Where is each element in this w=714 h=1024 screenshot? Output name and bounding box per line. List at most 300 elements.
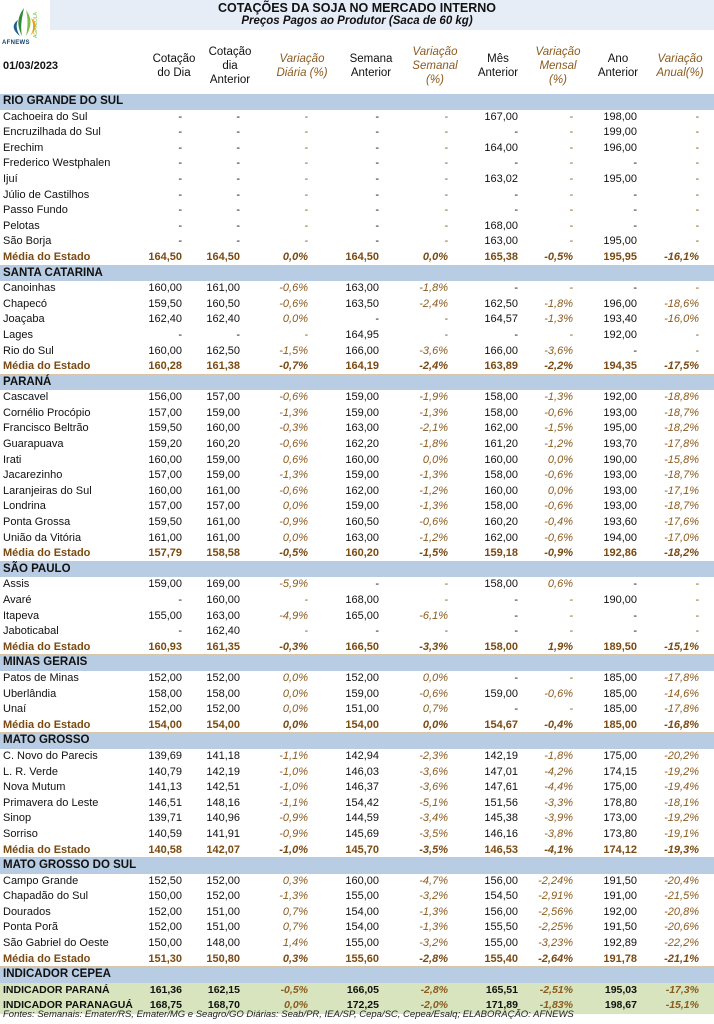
row-label: Uberlândia <box>3 687 57 700</box>
col-header-mes-anterior: Mês Anterior <box>477 53 519 79</box>
row-label: Média do Estado <box>3 640 91 653</box>
row-label: Nova Mutum <box>3 781 66 794</box>
table-row <box>0 811 714 827</box>
row-value: 157,00 <box>148 469 182 482</box>
row-value: -2,2% <box>544 360 573 373</box>
row-value: - <box>178 157 182 170</box>
row-value: 159,00 <box>484 687 518 700</box>
row-value: -3,6% <box>544 344 573 357</box>
row-value: - <box>178 328 182 341</box>
row-value: 157,79 <box>148 547 182 560</box>
row-value: 161,38 <box>206 360 240 373</box>
row-value: -3,6% <box>419 781 448 794</box>
row-value: -2,8% <box>419 952 448 965</box>
row-value: - <box>633 344 637 357</box>
row-value: 160,20 <box>484 516 518 529</box>
row-value: -15,1% <box>664 640 699 653</box>
row-label: Chapadão do Sul <box>3 890 89 903</box>
row-value: 158,58 <box>206 547 240 560</box>
svg-text:AGRICOLA: AGRICOLA <box>33 12 39 38</box>
row-value: 146,37 <box>345 781 379 794</box>
row-value: - <box>304 625 308 638</box>
row-value: -15,1% <box>665 999 699 1012</box>
col-header-variacao-anual: Variação Anual(%) <box>656 53 704 79</box>
row-value: -19,2% <box>664 765 699 778</box>
row-value: 194,35 <box>603 360 637 373</box>
row-value: 160,00 <box>345 453 379 466</box>
row-value: 196,00 <box>603 141 637 154</box>
row-value: 151,56 <box>484 796 518 809</box>
row-value: 198,67 <box>604 999 637 1012</box>
row-value: -1,0% <box>279 781 308 794</box>
row-value: 161,20 <box>484 438 518 451</box>
row-value: 160,28 <box>148 360 182 373</box>
row-value: - <box>695 625 699 638</box>
row-value: -0,6% <box>544 687 573 700</box>
state-section-header <box>0 562 714 578</box>
row-value: 185,00 <box>603 671 637 684</box>
row-value: 160,50 <box>345 516 379 529</box>
row-value: - <box>569 625 573 638</box>
col-header-semana-anterior: Semana Anterior <box>349 53 393 79</box>
row-value: - <box>304 110 308 123</box>
section-label: RIO GRANDE DO SUL <box>3 95 124 107</box>
row-value: 0,3% <box>282 952 308 965</box>
row-value: 150,00 <box>148 890 182 903</box>
row-value: -0,6% <box>279 297 308 310</box>
row-value: -1,83% <box>539 999 573 1012</box>
row-value: - <box>695 344 699 357</box>
table-row <box>0 453 714 469</box>
row-value: -0,5% <box>280 983 308 996</box>
row-value: 162,00 <box>484 531 518 544</box>
row-value: -0,4% <box>544 516 573 529</box>
state-average-row <box>0 843 714 859</box>
row-value: -2,4% <box>419 360 448 373</box>
row-value: 146,16 <box>484 827 518 840</box>
row-value: -2,4% <box>419 297 448 310</box>
row-value: - <box>444 157 448 170</box>
row-value: 169,00 <box>206 578 240 591</box>
table-row <box>0 468 714 484</box>
row-value: 0,0% <box>422 453 448 466</box>
row-value: 160,00 <box>206 422 240 435</box>
row-value: 164,95 <box>345 328 379 341</box>
state-average-row <box>0 250 714 266</box>
row-value: - <box>236 219 240 232</box>
row-value: 168,75 <box>149 999 182 1012</box>
row-value: 195,00 <box>603 235 637 248</box>
row-value: -2,51% <box>539 983 573 996</box>
row-value: - <box>444 328 448 341</box>
row-value: 165,00 <box>345 609 379 622</box>
row-label: Sorriso <box>3 827 38 840</box>
section-label: MATO GROSSO DO SUL <box>3 859 137 872</box>
row-value: 154,67 <box>484 718 518 731</box>
row-value: - <box>633 188 637 201</box>
row-label: Unaí <box>3 703 27 716</box>
row-value: - <box>444 110 448 123</box>
row-value: -1,3% <box>544 313 573 326</box>
row-value: 141,13 <box>148 781 182 794</box>
row-label: Pelotas <box>3 219 40 232</box>
row-value: 0,0% <box>282 703 308 716</box>
section-label: MINAS GERAIS <box>3 656 88 669</box>
row-value: 0,3% <box>282 874 308 887</box>
row-value: 160,00 <box>148 484 182 497</box>
row-value: 185,00 <box>603 718 637 731</box>
row-value: 162,20 <box>345 438 379 451</box>
row-value: -1,2% <box>419 531 448 544</box>
row-value: -14,6% <box>664 687 699 700</box>
table-row <box>0 234 714 250</box>
row-value: -18,2% <box>664 422 699 435</box>
row-value: - <box>178 235 182 248</box>
row-label: C. Novo do Parecis <box>3 749 98 762</box>
row-value: 150,80 <box>206 952 240 965</box>
row-value: - <box>236 157 240 170</box>
row-value: 162,40 <box>206 313 240 326</box>
table-row <box>0 624 714 640</box>
row-label: Média do Estado <box>3 718 91 731</box>
row-value: 160,20 <box>206 438 240 451</box>
state-average-row <box>0 718 714 734</box>
row-value: - <box>569 609 573 622</box>
row-value: 154,00 <box>206 718 240 731</box>
row-value: -3,6% <box>419 344 448 357</box>
row-value: - <box>569 172 573 185</box>
row-value: - <box>178 188 182 201</box>
row-value: -20,2% <box>664 749 699 762</box>
row-value: 193,00 <box>603 406 637 419</box>
row-value: -1,3% <box>419 500 448 513</box>
row-label: Cascavel <box>3 391 49 404</box>
row-value: 173,80 <box>603 827 637 840</box>
state-section-header <box>0 858 714 874</box>
row-value: 142,07 <box>206 843 240 856</box>
row-value: 0,6% <box>282 453 308 466</box>
row-value: 144,59 <box>345 812 379 825</box>
row-value: -21,5% <box>664 890 699 903</box>
row-label: Cornélio Procópio <box>3 406 91 419</box>
row-value: 163,00 <box>345 282 379 295</box>
row-value: 154,00 <box>345 905 379 918</box>
state-section-header <box>0 655 714 671</box>
row-value: - <box>514 282 518 295</box>
row-value: -1,1% <box>279 749 308 762</box>
row-value: -0,3% <box>279 640 308 653</box>
row-value: -2,91% <box>538 890 573 903</box>
row-value: 152,00 <box>206 703 240 716</box>
row-label: Londrina <box>3 500 46 513</box>
row-value: - <box>375 188 379 201</box>
row-label: Laranjeiras do Sul <box>3 484 92 497</box>
row-value: 195,00 <box>603 422 637 435</box>
row-value: -1,3% <box>419 921 448 934</box>
row-value: 160,00 <box>148 344 182 357</box>
row-value: -22,2% <box>664 937 699 950</box>
table-row <box>0 671 714 687</box>
row-label: Campo Grande <box>3 874 79 887</box>
row-value: 163,00 <box>345 531 379 544</box>
row-value: 152,00 <box>148 905 182 918</box>
row-value: 145,38 <box>484 812 518 825</box>
row-value: 140,59 <box>148 827 182 840</box>
table-row <box>0 156 714 172</box>
row-value: 193,00 <box>603 469 637 482</box>
row-value: - <box>569 126 573 139</box>
state-section-header <box>0 733 714 749</box>
row-value: - <box>695 219 699 232</box>
row-value: -17,6% <box>664 516 699 529</box>
row-value: 154,50 <box>484 890 518 903</box>
row-value: 154,00 <box>148 718 182 731</box>
row-value: - <box>633 204 637 217</box>
row-value: 162,00 <box>345 484 379 497</box>
row-label: Média do Estado <box>3 360 91 373</box>
row-value: 190,00 <box>603 453 637 466</box>
row-value: -0,6% <box>544 469 573 482</box>
row-value: - <box>178 172 182 185</box>
row-label: Ponta Porã <box>3 921 59 934</box>
row-value: -0,9% <box>279 827 308 840</box>
table-row <box>0 297 714 313</box>
row-value: 0,0% <box>422 718 448 731</box>
report-date: 01/03/2023 <box>3 60 59 72</box>
row-value: 152,00 <box>148 921 182 934</box>
state-section-header <box>0 375 714 391</box>
row-value: 0,7% <box>282 905 308 918</box>
row-value: -0,6% <box>544 406 573 419</box>
table-row <box>0 499 714 515</box>
row-value: 159,00 <box>345 391 379 404</box>
row-value: -2,64% <box>538 952 573 965</box>
row-value: - <box>304 328 308 341</box>
row-label: Média do Estado <box>3 952 91 965</box>
sources-footer: Fontes: Semanais: Emater/RS, Emater/MG e Seagro/GO Diárias: Seab/PR, IEA/SP, Cepa/SC, Cepea/Esalq; ELABORAÇÃO: AFNEWS <box>3 1009 574 1020</box>
row-value: 159,00 <box>148 578 182 591</box>
row-value: - <box>569 671 573 684</box>
row-value: 168,70 <box>207 999 240 1012</box>
row-value: 142,94 <box>345 749 379 762</box>
table-row <box>0 437 714 453</box>
row-value: - <box>633 609 637 622</box>
row-label: União da Vitória <box>3 531 82 544</box>
row-value: 190,00 <box>603 594 637 606</box>
table-row <box>0 281 714 297</box>
row-value: -0,9% <box>279 812 308 825</box>
row-value: 191,00 <box>603 890 637 903</box>
row-value: -16,1% <box>664 250 699 263</box>
row-value: 195,00 <box>603 172 637 185</box>
row-value: 159,18 <box>484 547 518 560</box>
row-value: 164,19 <box>345 360 379 373</box>
row-value: - <box>695 204 699 217</box>
row-value: 166,00 <box>345 344 379 357</box>
row-value: 174,15 <box>603 765 637 778</box>
row-label: INDICADOR PARANÁ <box>3 983 110 996</box>
row-value: 160,20 <box>345 547 379 560</box>
row-value: -1,0% <box>279 765 308 778</box>
row-value: - <box>444 141 448 154</box>
row-value: 140,96 <box>206 812 240 825</box>
row-value: - <box>514 703 518 716</box>
row-value: - <box>569 703 573 716</box>
row-value: 0,0% <box>284 999 308 1012</box>
row-value: 163,89 <box>484 360 518 373</box>
col-header-variacao-mensal: Variação Mensal (%) <box>535 46 581 86</box>
row-value: 185,00 <box>603 687 637 700</box>
row-value: - <box>236 110 240 123</box>
row-label: Passo Fundo <box>3 204 68 217</box>
row-value: - <box>236 328 240 341</box>
row-value: 173,00 <box>603 812 637 825</box>
row-value: 141,18 <box>206 749 240 762</box>
row-value: 164,50 <box>206 250 240 263</box>
row-value: - <box>304 219 308 232</box>
row-value: - <box>444 219 448 232</box>
row-value: 151,00 <box>345 703 379 716</box>
row-value: - <box>514 609 518 622</box>
row-value: 139,71 <box>148 812 182 825</box>
table-row <box>0 780 714 796</box>
row-value: 157,00 <box>148 500 182 513</box>
row-value: 163,00 <box>345 422 379 435</box>
row-value: 0,7% <box>422 703 448 716</box>
row-value: -2,24% <box>538 874 573 887</box>
row-value: - <box>695 188 699 201</box>
row-value: - <box>304 141 308 154</box>
row-value: 145,70 <box>345 843 379 856</box>
row-value: 160,93 <box>148 640 182 653</box>
row-value: -1,3% <box>419 469 448 482</box>
row-value: - <box>569 282 573 295</box>
row-label: Encruzilhada do Sul <box>3 126 101 139</box>
row-value: 141,91 <box>206 827 240 840</box>
row-value: 152,00 <box>148 703 182 716</box>
row-value: 159,00 <box>345 500 379 513</box>
row-value: 148,00 <box>206 937 240 950</box>
row-value: 192,86 <box>603 547 637 560</box>
row-value: 158,00 <box>148 687 182 700</box>
row-value: 165,51 <box>485 983 518 996</box>
row-value: 154,42 <box>345 796 379 809</box>
row-value: - <box>444 625 448 638</box>
row-value: 150,00 <box>148 937 182 950</box>
row-value: -3,23% <box>538 937 573 950</box>
row-value: 155,50 <box>484 921 518 934</box>
row-value: -15,8% <box>664 453 699 466</box>
table-row <box>0 874 714 890</box>
row-value: 160,00 <box>484 453 518 466</box>
row-value: -0,9% <box>544 547 573 560</box>
row-value: -4,1% <box>544 843 573 856</box>
row-value: 192,00 <box>603 905 637 918</box>
row-value: - <box>178 625 182 638</box>
row-value: -1,8% <box>544 297 573 310</box>
row-value: - <box>695 578 699 591</box>
row-value: -0,6% <box>544 500 573 513</box>
row-label: Jaboticabal <box>3 625 59 638</box>
row-value: 1,4% <box>282 937 308 950</box>
row-value: - <box>444 578 448 591</box>
table-row <box>0 406 714 422</box>
row-value: -19,2% <box>664 812 699 825</box>
row-value: - <box>375 126 379 139</box>
row-value: -20,4% <box>664 874 699 887</box>
row-value: - <box>569 204 573 217</box>
row-value: 148,16 <box>206 796 240 809</box>
row-value: -0,6% <box>279 484 308 497</box>
row-value: 161,00 <box>148 531 182 544</box>
row-value: 151,00 <box>206 921 240 934</box>
row-value: -1,3% <box>419 406 448 419</box>
row-value: 1,9% <box>547 640 573 653</box>
row-value: - <box>514 126 518 139</box>
row-value: -18,1% <box>664 796 699 809</box>
row-value: - <box>514 188 518 201</box>
row-value: 0,0% <box>547 484 573 497</box>
row-label: Frederico Westphalen <box>3 157 111 170</box>
row-value: -1,8% <box>544 749 573 762</box>
row-value: 162,15 <box>207 983 240 996</box>
row-value: -18,2% <box>664 547 699 560</box>
row-value: - <box>633 219 637 232</box>
row-value: -2,8% <box>420 983 448 996</box>
row-value: 152,50 <box>148 874 182 887</box>
row-value: - <box>236 188 240 201</box>
row-value: - <box>569 594 573 606</box>
row-value: 0,0% <box>282 531 308 544</box>
state-average-row <box>0 359 714 375</box>
row-value: 140,79 <box>148 765 182 778</box>
indicator-row <box>0 983 714 999</box>
row-value: -1,1% <box>279 796 308 809</box>
row-value: 165,38 <box>484 250 518 263</box>
row-value: - <box>375 110 379 123</box>
row-value: 157,00 <box>206 391 240 404</box>
row-value: 191,78 <box>603 952 637 965</box>
row-value: - <box>695 126 699 139</box>
table-row <box>0 687 714 703</box>
row-value: 163,02 <box>484 172 518 185</box>
table-row <box>0 390 714 406</box>
row-value: 160,00 <box>206 594 240 606</box>
row-value: - <box>633 578 637 591</box>
row-value: - <box>236 172 240 185</box>
row-value: -17,8% <box>664 438 699 451</box>
row-value: 162,50 <box>206 344 240 357</box>
row-value: 140,58 <box>148 843 182 856</box>
row-value: - <box>633 282 637 295</box>
row-value: 194,00 <box>603 531 637 544</box>
row-label: São Gabriel do Oeste <box>3 937 109 950</box>
row-value: -1,2% <box>544 438 573 451</box>
row-value: 163,00 <box>206 609 240 622</box>
row-value: 164,00 <box>484 141 518 154</box>
row-value: - <box>569 188 573 201</box>
row-value: -0,6% <box>419 516 448 529</box>
row-value: 168,00 <box>345 594 379 606</box>
row-value: 159,00 <box>345 687 379 700</box>
row-value: - <box>569 235 573 248</box>
table-row <box>0 328 714 344</box>
row-value: - <box>695 328 699 341</box>
col-header-cotacao-anterior: Cotação dia Anterior <box>208 46 252 86</box>
row-value: 0,0% <box>282 718 308 731</box>
row-label: Média do Estado <box>3 843 91 856</box>
row-value: 193,00 <box>603 484 637 497</box>
